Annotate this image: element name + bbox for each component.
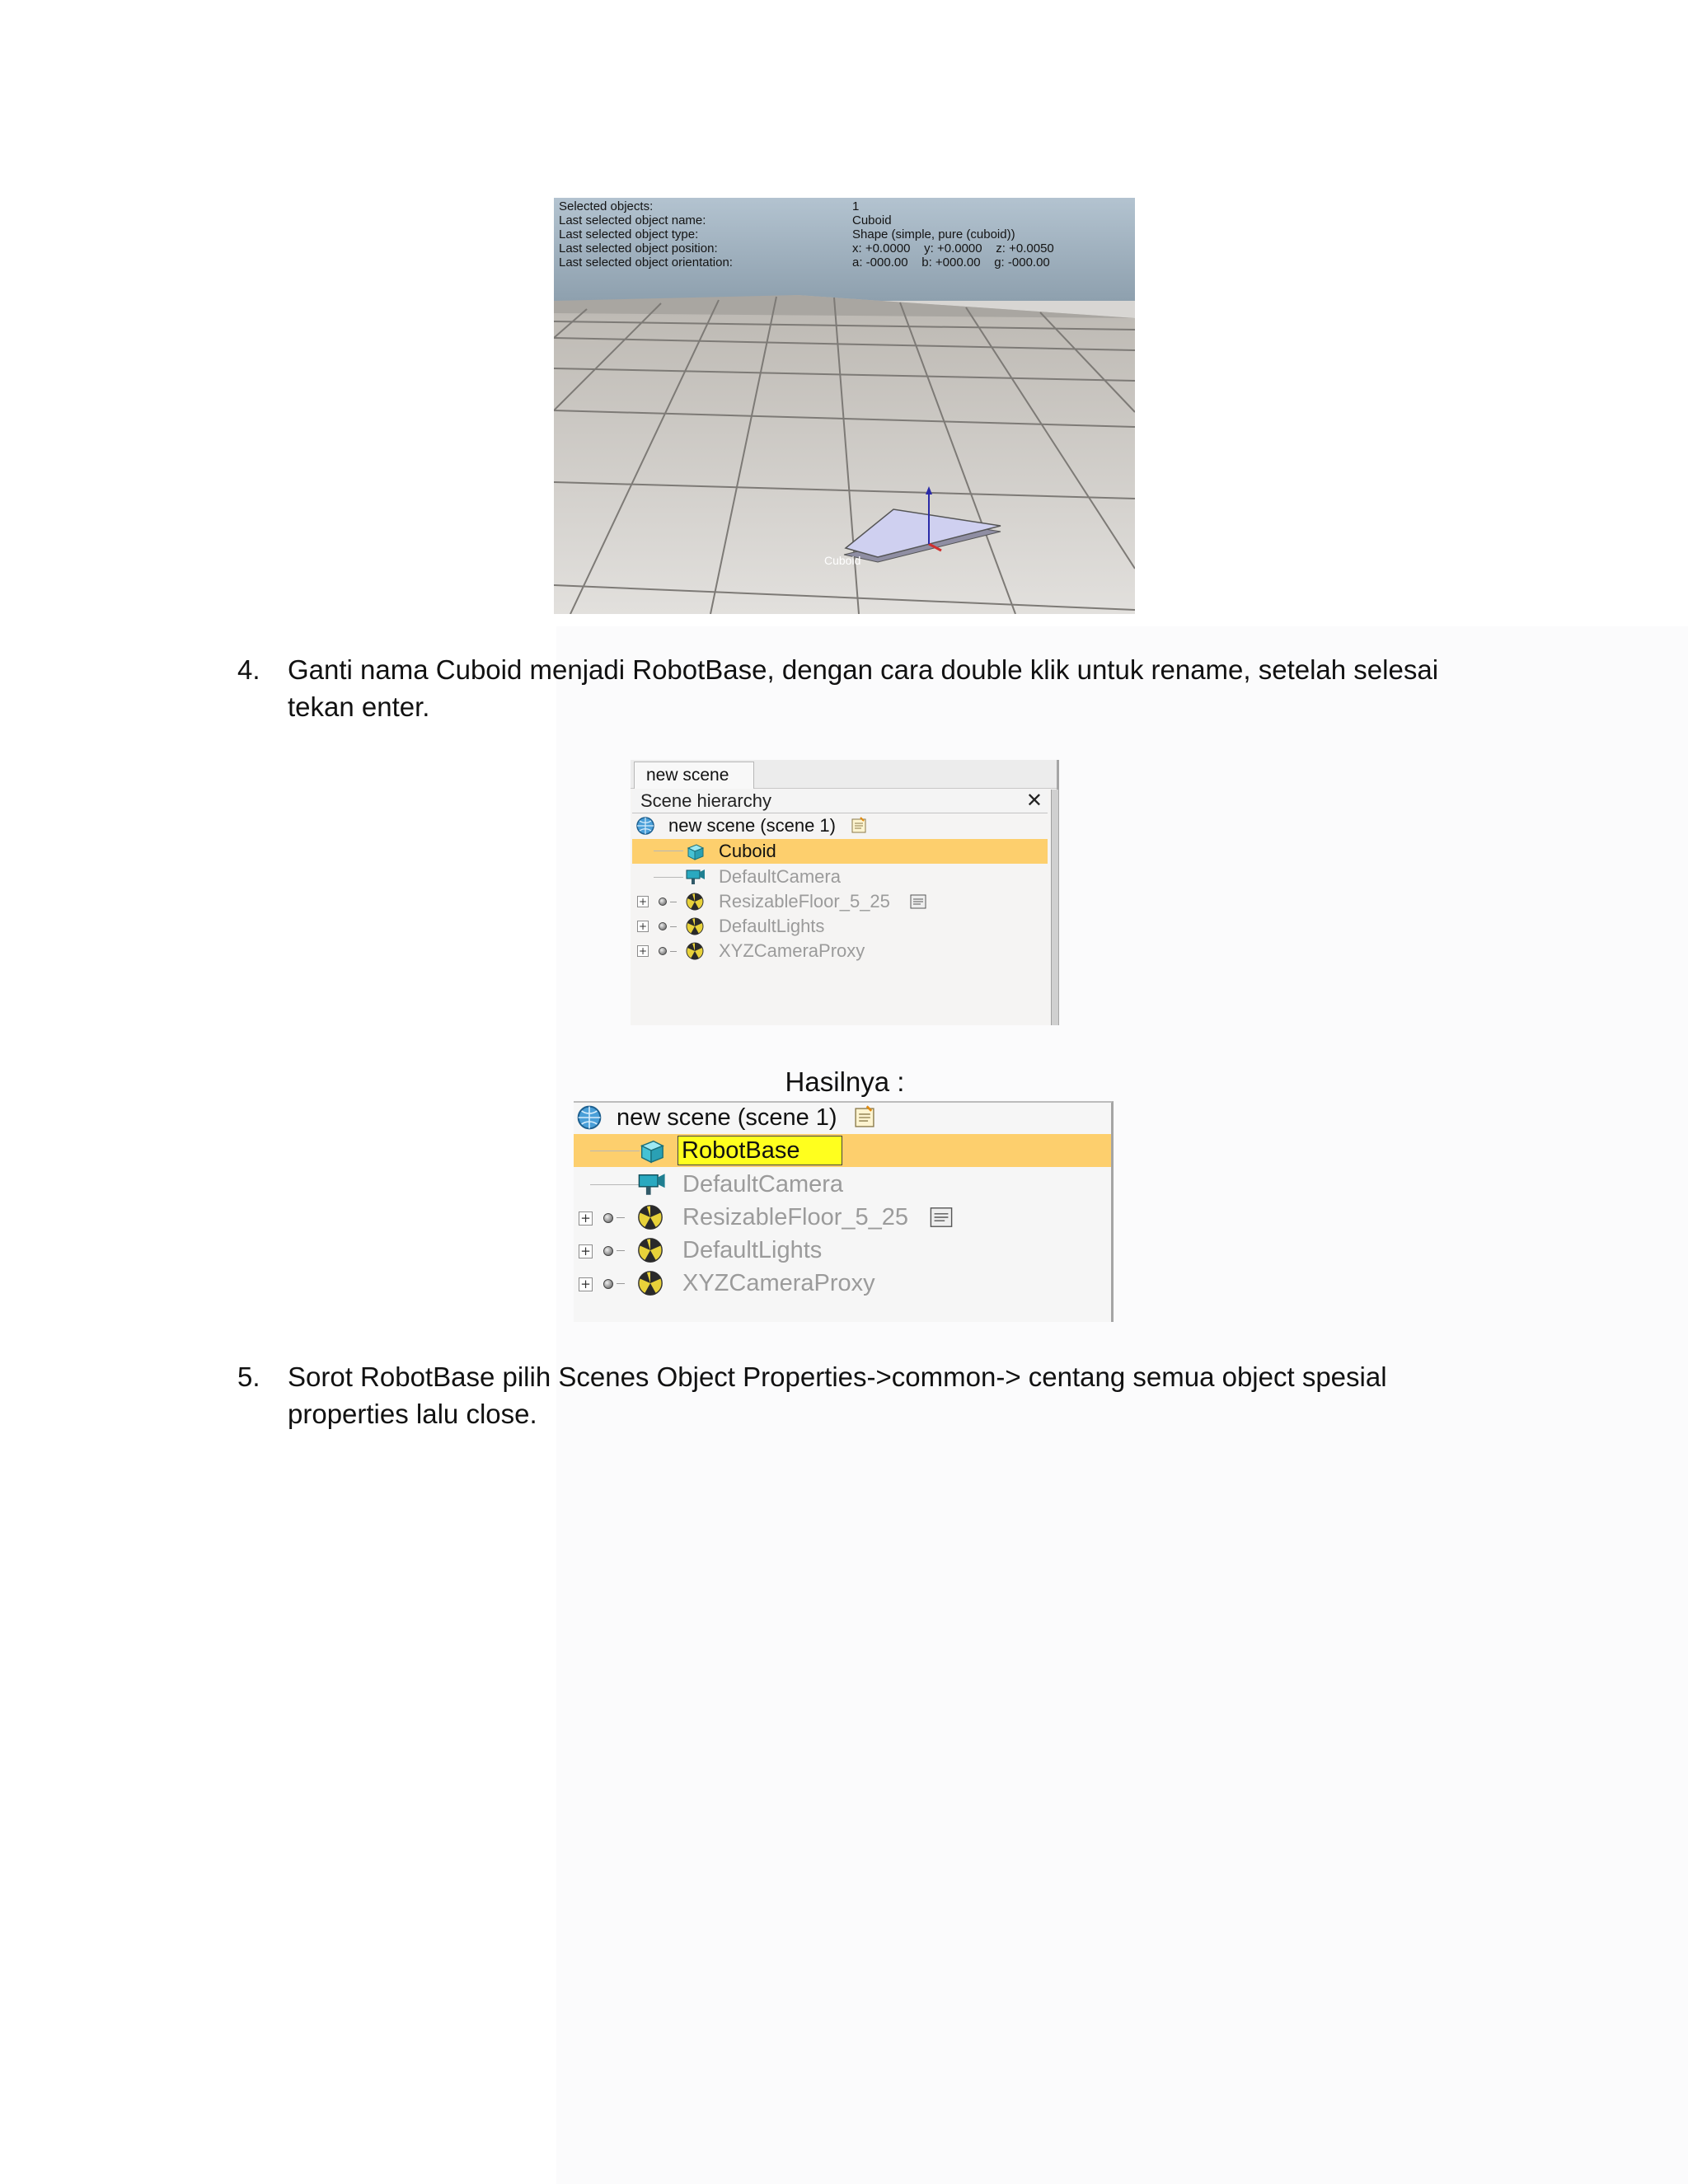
tree-item[interactable] [632,915,1048,938]
info-value: Cuboid [852,213,892,227]
model-icon [636,1203,664,1231]
model-dot-icon [603,1213,613,1223]
scene-hierarchy-before [631,760,1059,1025]
tree-item[interactable] [574,1202,1109,1233]
result-caption: Hasilnya : [785,1066,905,1097]
scene-hierarchy-after [574,1101,1114,1322]
model-dot-icon [659,947,667,955]
tree-item-label: DefaultLights [719,916,825,936]
tree-connector [670,926,677,927]
camera-icon [636,1170,668,1198]
tab-strip [631,760,1057,789]
tree-connector [670,951,677,952]
tree-connector [654,877,683,878]
cuboid-icon [685,841,705,861]
tree-item-label: XYZCameraProxy [719,940,865,961]
tree-item-label: ResizableFloor_5_25 [719,891,890,912]
info-value: 1 [852,199,860,213]
expand-icon[interactable]: + [579,1244,593,1258]
info-label: Last selected object position: [559,241,718,255]
info-label: Last selected object name: [559,213,706,227]
tree-item[interactable] [632,890,1048,913]
script-icon[interactable] [909,893,927,910]
tree-root-label: new scene (scene 1) [617,1104,837,1131]
step-number: 4. [237,654,260,685]
info-label: Selected objects: [559,199,654,213]
tree-item-label: DefaultCamera [719,866,841,887]
tree-item-label: Cuboid [719,841,776,861]
model-dot-icon [659,898,667,906]
model-dot-icon [603,1246,613,1256]
info-value: x: +0.0000 y: +0.0000 z: +0.0050 [852,241,1054,255]
close-icon[interactable]: ✕ [1025,790,1043,812]
expand-icon[interactable]: + [638,945,648,957]
info-label: Last selected object type: [559,227,699,241]
step-number: 5. [237,1361,260,1392]
expand-icon[interactable]: + [579,1277,593,1291]
model-dot-icon [659,922,667,930]
tree-item[interactable] [574,1235,1109,1266]
tab-new-scene[interactable]: new scene [634,762,754,789]
scene-hierarchy-title [632,790,1048,813]
rename-input[interactable] [678,1136,842,1165]
model-icon [685,892,705,912]
tree-connector [617,1283,625,1284]
tree-root-label: new scene (scene 1) [668,815,836,836]
tree-item-label: ResizableFloor_5_25 [682,1204,909,1230]
tree-item[interactable] [632,940,1048,963]
expand-icon[interactable]: + [579,1212,593,1226]
tree-item[interactable] [574,1268,1109,1299]
cuboid-icon [636,1137,666,1165]
info-label: Last selected object orientation: [559,255,733,269]
step-text: Sorot RobotBase pilih Scenes Object Properties->common-> centang semua object spesial properties lalu close. [288,1361,1387,1429]
globe-icon [575,1104,603,1131]
tree-item[interactable] [574,1169,1109,1200]
tree-root[interactable] [632,814,1048,837]
model-icon [685,941,705,961]
tree-connector [617,1217,625,1218]
tree-root[interactable] [574,1103,1109,1132]
tree-item-label: DefaultLights [682,1237,823,1263]
step-text: Ganti nama Cuboid menjadi RobotBase, dengan cara double klik untuk rename, setelah selesai tekan enter. [288,654,1439,722]
model-icon [685,916,705,936]
info-value: a: -000.00 b: +000.00 g: -000.00 [852,255,1050,269]
scrollbar[interactable] [1051,790,1058,1025]
tree-item[interactable] [574,1134,1111,1167]
viewport-info-labels [559,199,733,269]
tree-connector [617,1250,625,1251]
tree-item-label: DefaultCamera [682,1171,844,1197]
expand-icon[interactable]: + [638,921,648,932]
viewport-screenshot [554,198,1135,614]
model-dot-icon [603,1279,613,1289]
globe-icon [635,816,655,836]
expand-icon[interactable]: + [638,896,648,907]
rename-input-value: RobotBase [682,1137,800,1164]
info-value: Shape (simple, pure (cuboid)) [852,227,1015,241]
camera-icon [685,867,706,887]
model-icon [636,1236,664,1264]
object-label: Cuboid [824,554,861,567]
tree-item-label: XYZCameraProxy [682,1270,875,1296]
script-icon[interactable] [850,817,868,835]
hierarchy-title-text: Scene hierarchy [640,790,771,811]
script-icon[interactable] [852,1105,877,1130]
tree-item[interactable] [632,839,1048,864]
viewport-info-values [852,199,1054,269]
script-icon[interactable] [928,1206,954,1229]
model-icon [636,1269,664,1297]
tree-connector [590,1184,640,1185]
tree-item[interactable] [632,865,1048,888]
